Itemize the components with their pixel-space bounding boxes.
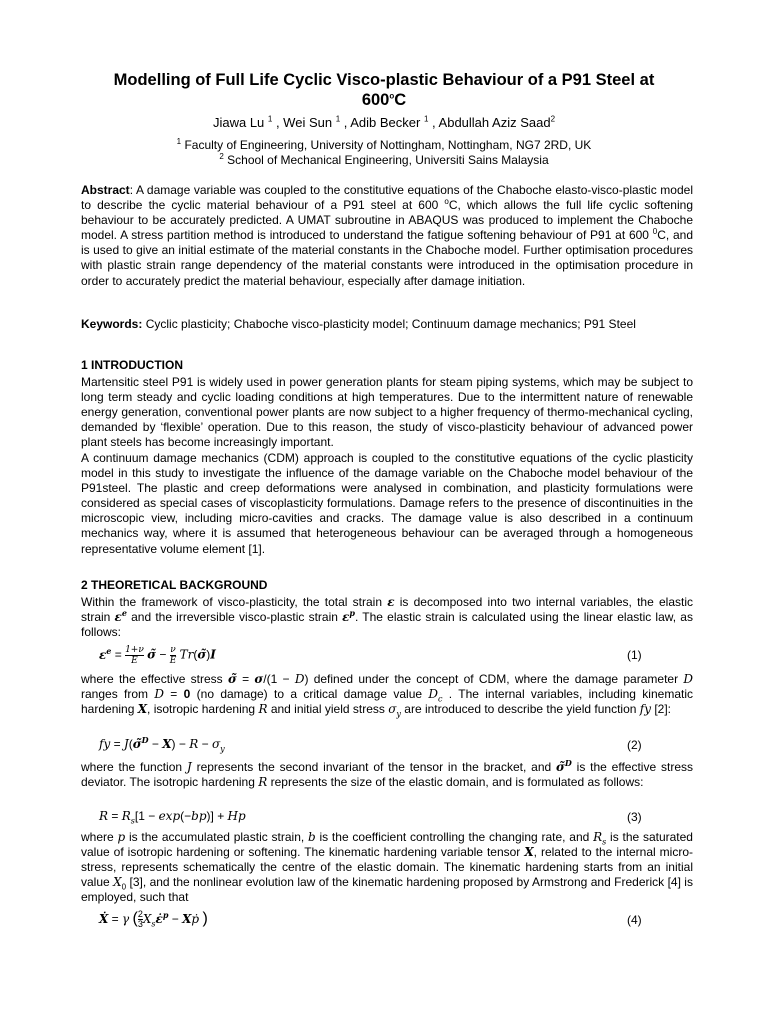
theory-paragraph-2: where the effective stress σ̃ = σ/(1 − D) defined under the concept of CDM, where the damage parameter D ranges from D = 0 (no damage) to a critical damage value $D_c$ . The internal variables, including kinematic hardening X, isotropic hardening R and initial yield stress $\sigma_y$ are introduced to describe the yield function fy [2]: — [81, 672, 693, 719]
abstract-label: Abstract — [81, 183, 130, 197]
affiliation-2: $^2$ School of Mechanical Engineering, Universiti Sains Malaysia — [219, 152, 549, 167]
keywords — [81, 317, 693, 332]
equation-1: $\varepsilon^e = \frac{1+\nu}{E}$ σ̃ − $\frac{\nu}{E}$ Tr(σ̃)I — [99, 645, 216, 666]
abstract: Abstract: A damage variable was coupled to the constitutive equations of the Chaboche elasto-visco-plastic model to describe the cyclic material behaviour of a P91 steel at 600 $^o$C, which allows the full life cyclic softening behaviour to be accurately predicted. A UMAT subroutine in ABAQUS was produced to implement the Chaboche model. A stress partition method is introduced to understand the fatigue softening behaviour of P91 at 600 $^0$C, and is used to give an initial estimate of the material constants in the Chaboche model. Further optimisation procedures with plastic strain range dependency of the material constants were introduced in the optimisation procedure in order to accurately predict the material behaviour, especially after damage initiation. — [81, 183, 693, 288]
equation-3: $R = R_s[1 - \exp(-bp)] + Hp$ — [99, 809, 246, 826]
keywords-label: Keywords: — [81, 317, 143, 331]
intro-paragraph-1: Martensitic steel P91 is widely used in power generation plants for steam piping systems, which may be subject to long term steady and cyclic loading conditions at high temperatures. Due to the intermittent nature of renewable energy generation, conventional power plants are now subject to a higher frequency of thermo-mechanical cycling, demanded by ‘flexible’ operation. Due to this reason, the study of visco-plasticity behaviour of advanced power plant steels has become increasingly important. — [81, 375, 693, 450]
section-heading-introduction: 1 INTRODUCTION — [81, 358, 183, 372]
equation-4: Ẋ = γ (2 3 $X_s\varepsiloṅ^p$ − Xṗ ) — [99, 909, 208, 930]
equation-number-4: (4) — [627, 913, 642, 927]
keywords-text: Cyclic plasticity; Chaboche visco-plasticity model; Continuum damage mechanics; P91 Steel — [142, 317, 636, 331]
theory-paragraph-1: Within the framework of visco-plasticity, the total strain ε is decomposed into two internal variables, the elastic strain $\varepsilon^e$ and the irreversible visco-plastic strain $\varepsilon^p$. The elastic strain is calculated using the linear elastic law, as follows: — [81, 595, 693, 640]
intro-paragraph-2: A continuum damage mechanics (CDM) approach is coupled to the constitutive equations of the cyclic plasticity model in this study to investigate the influence of the damage variable on the Chaboche model behaviour of the P91steel. The plastic and creep deformations were analysed in combination, and plasticity formulations were considered as special cases of viscoplasticity formulations. Damage refers to the presence of discontinuities in the microscopic view, including micro-cavities and cracks. The damage value is also described in a continuum mechanics way, where it is assumed that heterogeneous behaviour can be averaged through a homogeneous representative volume element [1]. — [81, 451, 693, 556]
equation-2: fy = J(σ̃$^D$ − $X) - R - \sigma_y$ — [99, 735, 225, 754]
affiliation-1: $^1$ Faculty of Engineering, University of Nottingham, Nottingham, NG7 2RD, UK — [176, 137, 592, 152]
equation-number-1: (1) — [627, 648, 642, 662]
author-list: Jiawa Lu $^1$ , Wei Sun $^1$ , Adib Becker $^1$ , Abdullah Aziz Saad$^2$ — [212, 114, 556, 130]
paper-title: Modelling of Full Life Cyclic Visco-plastic Behaviour of a P91 Steel at 600$^o$C — [113, 71, 655, 109]
equation-number-2: (2) — [627, 738, 642, 752]
theory-paragraph-4: where p is the accumulated plastic strain, b is the coefficient controlling the changing rate, and $R_s$ is the saturated value of isotropic hardening or softening. The kinematic hardening variable tensor X, related to the internal micro-stress, represents schematically the centre of the elastic domain. The kinematic hardening starts from an initial value $X_0$ [3], and the nonlinear evolution law of the kinematic hardening proposed by Armstrong and Frederick [4] is employed, such that — [81, 830, 693, 905]
section-heading-theory: 2 THEORETICAL BACKGROUND — [81, 578, 268, 592]
equation-number-3: (3) — [627, 810, 642, 824]
theory-paragraph-3: where the function J represents the second invariant of the tensor in the bracket, and σ̃$^D$ is the effective stress deviator. The isotropic hardening R represents the size of the elastic domain, and is formulated as follows: — [81, 758, 693, 790]
